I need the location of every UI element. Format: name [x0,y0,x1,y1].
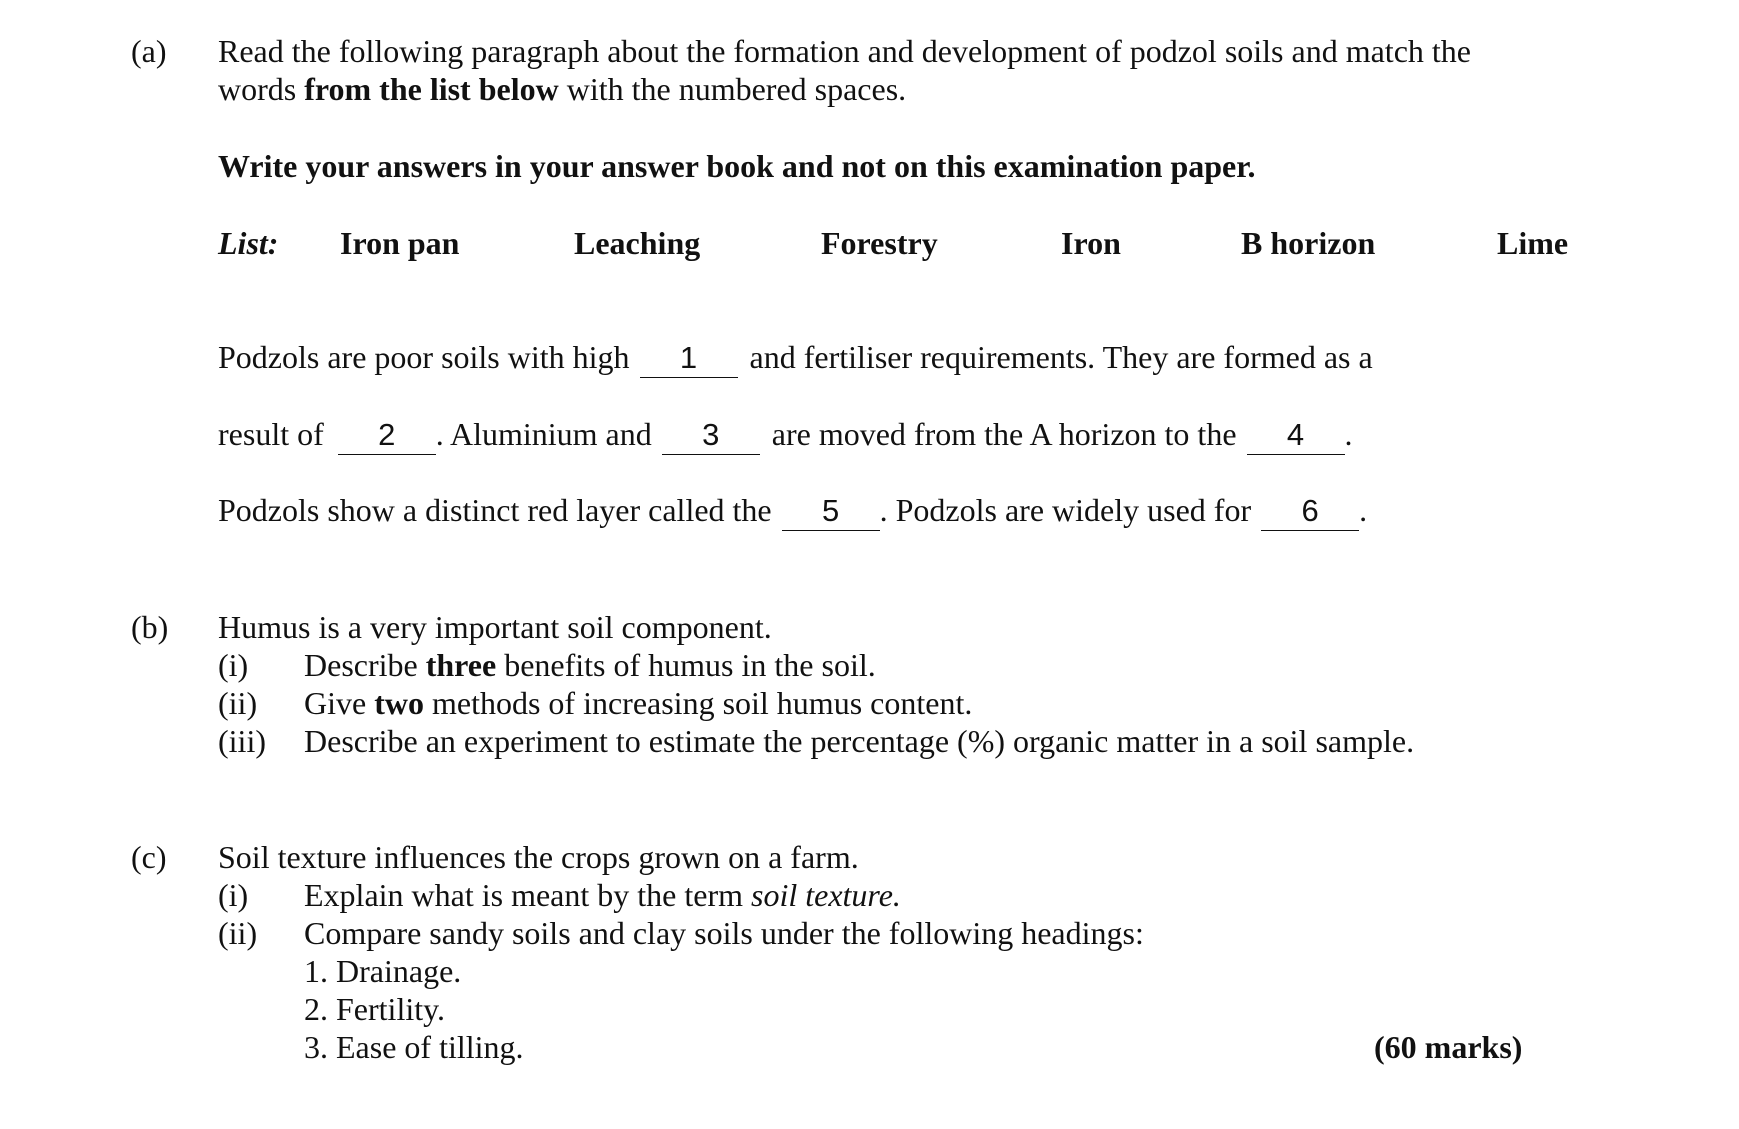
part-c-item-2: Compare sandy soils and clay soils under the following headings: [304,915,1144,951]
instruction: Write your answers in your answer book and not on this examination paper. [218,148,1256,184]
paragraph-line-2 [218,415,1353,455]
paragraph-line-1 [218,338,1373,378]
intro-text: words [218,71,305,107]
item-bold-text: two [374,685,424,721]
list-item-iron-pan: Iron pan [340,225,460,261]
paragraph-text: Podzols show a distinct red layer called the [218,492,772,528]
list-item-iron: Iron [1061,225,1121,261]
blank-1: 1 [640,343,738,378]
intro-text: with the numbered spaces. [558,71,907,107]
part-c-item-num: (i) [218,877,249,913]
part-b-intro: Humus is a very important soil component. [218,609,772,645]
part-b-item-3: Describe an experiment to estimate the percentage (%) organic matter in a soil sample. [304,723,1415,759]
list-item-lime: Lime [1497,225,1569,261]
paragraph-text: are moved from the A horizon to the [771,416,1237,452]
part-b-item-1 [304,646,876,684]
part-a-label: (a) [131,33,167,69]
heading-ease-of-tilling: 3. Ease of tilling. [304,1029,524,1065]
part-c-label: (c) [131,839,167,875]
marks: (60 marks) [1374,1029,1523,1065]
paragraph-text: . [1344,416,1353,452]
heading-fertility: 2. Fertility. [304,991,446,1027]
paragraph-line-3 [218,491,1367,531]
blank-2: 2 [338,420,436,455]
list-item-b-horizon: B horizon [1241,225,1376,261]
part-b-item-num: (iii) [218,723,266,759]
paragraph-text: result of [218,416,324,452]
blank-6: 6 [1261,496,1359,531]
part-b-item-num: (ii) [218,685,258,721]
blank-5: 5 [782,496,880,531]
paragraph-text: . Podzols are widely used for [879,492,1252,528]
list-item-leaching: Leaching [574,225,701,261]
part-b-item-2 [304,684,972,722]
item-text: methods of increasing soil humus content. [423,685,973,721]
list-item-forestry: Forestry [821,225,938,261]
part-c-intro: Soil texture influences the crops grown on a farm. [218,839,859,875]
heading-drainage: 1. Drainage. [304,953,462,989]
item-bold-text: three [425,647,497,683]
paragraph-text: . Aluminium and [435,416,652,452]
item-text: Describe [304,647,426,683]
part-c-item-num: (ii) [218,915,258,951]
part-a-intro-line1: Read the following paragraph about the formation and development of podzol soils and match the [218,33,1471,69]
paragraph-text: Podzols are poor soils with high [218,339,630,375]
part-b-label: (b) [131,609,169,645]
item-text: benefits of humus in the soil. [496,647,876,683]
list-label: List: [218,225,279,261]
paragraph-text: and fertiliser requirements. They are formed as a [749,339,1373,375]
part-b-item-num: (i) [218,647,249,683]
item-text: Explain what is meant by the term [304,877,751,913]
item-italic-text: soil texture. [751,877,901,913]
blank-4: 4 [1247,420,1345,455]
intro-bold-text: from the list below [304,71,559,107]
blank-3: 3 [662,420,760,455]
item-text: Give [304,685,375,721]
part-c-item-1 [304,876,901,914]
paragraph-text: . [1359,492,1368,528]
part-a-intro-line2 [218,70,906,108]
